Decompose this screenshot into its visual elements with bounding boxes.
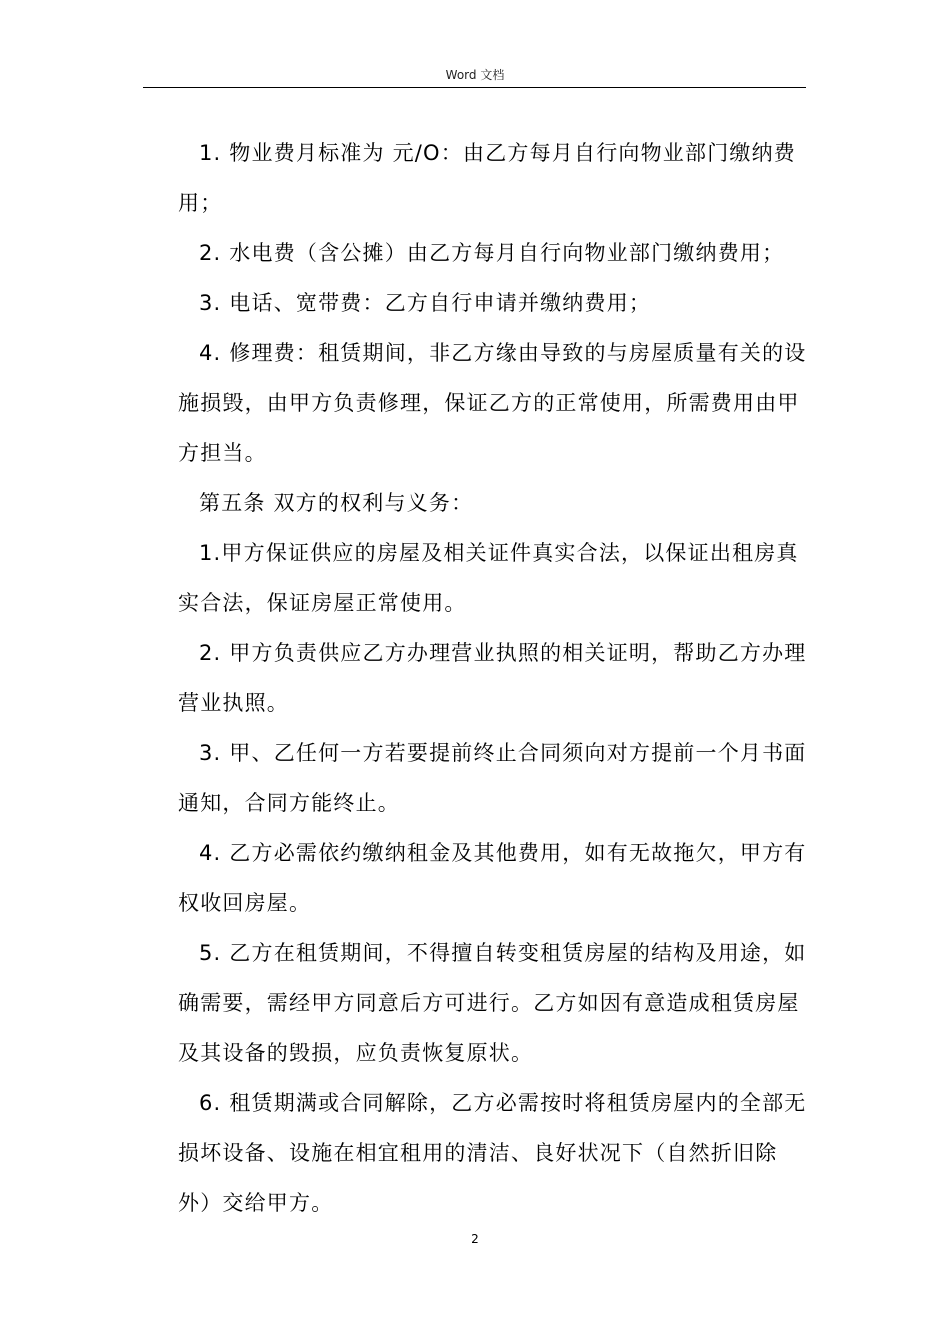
header-divider	[143, 87, 806, 88]
paragraph-fee-repair: 4. 修理费：租赁期间，非乙方缘由导致的与房屋质量有关的设施损毁，由甲方负责修理，保证乙方的正常使用，所需费用由甲方担当。	[178, 341, 807, 465]
document-body	[178, 128, 808, 1228]
paragraph-fee-utilities: 2. 水电费（含公摊）由乙方每月自行向物业部门缴纳费用；	[199, 241, 785, 265]
section-heading-article-5: 第五条 双方的权利与义务：	[199, 491, 474, 515]
paragraph-duty-5: 5. 乙方在租赁期间，不得擅自转变租赁房屋的结构及用途，如确需要，需经甲方同意后方可进行。乙方如因有意造成租赁房屋及其设备的毁损，应负责恢复原状。	[178, 941, 807, 1065]
paragraph-duty-1: 1.甲方保证供应的房屋及相关证件真实合法，以保证出租房真实合法，保证房屋正常使用。	[178, 541, 799, 615]
paragraph-duty-4: 4. 乙方必需依约缴纳租金及其他费用，如有无故拖欠，甲方有权收回房屋。	[178, 841, 807, 915]
paragraph-duty-2: 2. 甲方负责供应乙方办理营业执照的相关证明，帮助乙方办理营业执照。	[178, 641, 807, 715]
paragraph-fee-phone: 3. 电话、宽带费：乙方自行申请并缴纳费用；	[199, 291, 652, 315]
header-title: Word 文档	[445, 68, 505, 82]
paragraph-fee-property: 1. 物业费月标准为 元/O：由乙方每月自行向物业部门缴纳费用；	[178, 141, 796, 215]
paragraph-duty-3: 3. 甲、乙任何一方若要提前终止合同须向对方提前一个月书面通知，合同方能终止。	[178, 741, 807, 815]
paragraph-duty-6: 6. 租赁期满或合同解除，乙方必需按时将租赁房屋内的全部无损坏设备、设施在相宜租用的清洁、良好状况下（自然折旧除外）交给甲方。	[178, 1091, 807, 1215]
page-number: 2	[471, 1232, 479, 1246]
